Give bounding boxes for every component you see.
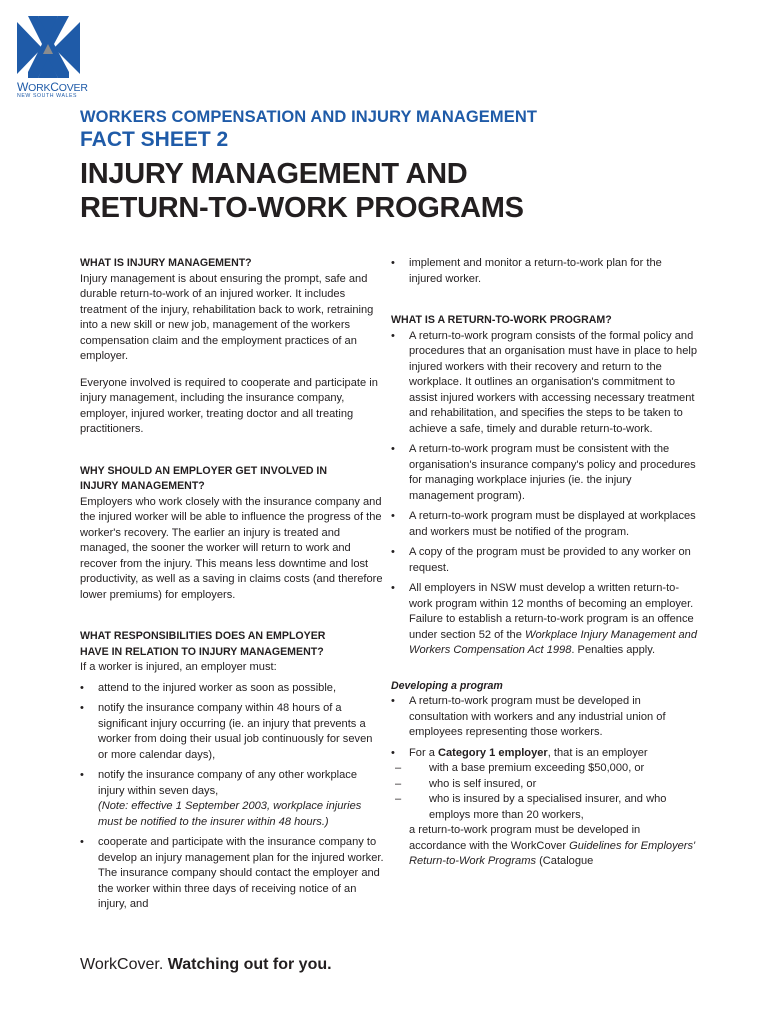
list-item: • cooperate and participate with the insurance company to develop an injury management plan for the injured worker. The insurance company should contact the employer and the worker within three days of receiving notice of an injury, and [80, 835, 384, 913]
list-item: • All employers in NSW must develop a written return-to-work program within 12 months of becoming an employer. Failure to establish a return-to-work program is an offence under section 52 of the Workplace Injury Management and Workers Compensation Act 1998. Penalties apply. [391, 581, 698, 659]
logo-wordmark: WORKCOVER [17, 80, 88, 94]
title-line-2: RETURN-TO-WORK PROGRAMS [80, 192, 524, 224]
dash-item: – who is insured by a specialised insurer, and who employs more than 20 workers, [391, 792, 698, 823]
heading-developing-program: Developing a program [391, 679, 503, 692]
paragraph: Everyone involved is required to cooperate and participate in injury management, including the insurance company, employer, injured worker, treating doctor and all treating practitioners. [80, 376, 378, 435]
list-item: • A return-to-work program must be consistent with the organisation's insurance company's policy and procedures for managing workplace injuries (ie. the injury management program). [391, 442, 698, 504]
series-title: WORKERS COMPENSATION AND INJURY MANAGEMENT [80, 108, 538, 126]
heading-employer-responsibilities: WHAT RESPONSIBILITIES DOES AN EMPLOYER HAVE IN RELATION TO INJURY MANAGEMENT? [80, 630, 326, 658]
right-column [391, 256, 698, 870]
heading-what-is-injury-management: WHAT IS INJURY MANAGEMENT? [80, 257, 252, 269]
list-item: • A return-to-work program must be developed in consultation with workers and any industrial union of employees representing those workers. [391, 694, 698, 741]
heading-why-employer-involved: WHY SHOULD AN EMPLOYER GET INVOLVED IN INJURY MANAGEMENT? [80, 464, 328, 492]
logo-subtitle: NEW SOUTH WALES [17, 93, 78, 99]
heading-what-is-rtw-program: WHAT IS A RETURN-TO-WORK PROGRAM? [391, 314, 612, 326]
list-item: • attend to the injured worker as soon as possible, [80, 681, 384, 697]
fact-sheet-number: FACT SHEET 2 [80, 128, 229, 151]
list-item: • A return-to-work program consists of the formal policy and procedures that an organisation must have in place to help injured workers with their recovery and return to the workplace. It outlines an organisation's commitment to assist injured workers with accessing necessary treatment and rehabilitation, and specifies the steps to be taken to achieve a safe, timely and durable return-to-work. [391, 329, 698, 438]
footer-tagline: WorkCover. Watching out for you. [80, 956, 332, 973]
list-item: • notify the insurance company within 48 hours of a significant injury occurring (ie. an injury that prevents a worker from doing their usual job continuously for seven or more calendar days), [80, 701, 384, 763]
title-line-1: INJURY MANAGEMENT AND [80, 158, 468, 190]
left-column [80, 256, 384, 913]
list-item: • notify the insurance company of any other workplace injury within seven days, (Note: effective 1 September 2003, workplace injuries must be notified to the insurer within 48 hours.) [80, 768, 384, 830]
list-item: • A copy of the program must be provided to any worker on request. [391, 545, 698, 576]
paragraph: Injury management is about ensuring the prompt, safe and durable return-to-work of an injured worker. It includes treatment of the injury, rehabilitation back to work, retraining into a new skill or new job, management of the workers compensation claim and the employment practices of an employer. [80, 272, 374, 362]
dash-item: – with a base premium exceeding $50,000, or [391, 761, 698, 777]
list-item: • implement and monitor a return-to-work plan for the injured worker. [391, 256, 698, 287]
list-item: • A return-to-work program must be displayed at workplaces and workers must be notified of the program. [391, 509, 698, 540]
list-item: • For a Category 1 employer, that is an employer [391, 746, 698, 762]
page-title [80, 157, 524, 225]
paragraph: Employers who work closely with the insurance company and the injured worker will be able to influence the progress of the worker's recovery. The earlier an injury is treated and managed, the sooner the worker will return to work and recover from the injury. This means less downtime and lost productivity, as well as a saving in claims costs (and therefore lower premiums) for employers. [80, 495, 383, 601]
dash-item: – who is self insured, or [391, 777, 698, 793]
paragraph: If a worker is injured, an employer must: [80, 661, 277, 673]
paragraph: a return-to-work program must be developed in accordance with the WorkCover Guidelines for Employers' Return-to-Work Programs (Catalogue [409, 824, 696, 867]
